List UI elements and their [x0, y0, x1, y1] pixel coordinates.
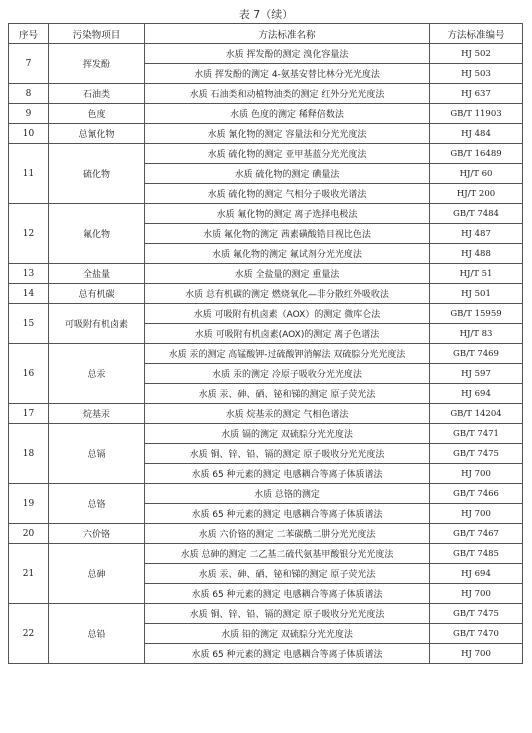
method-code-cell: HJ 503: [430, 64, 523, 84]
method-name-cell: 水质 氟化物的测定 离子选择电极法: [145, 204, 430, 224]
method-name-cell: 水质 铅的测定 双硫腙分光光度法: [145, 624, 430, 644]
method-code-cell: GB/T 15959: [430, 304, 523, 324]
method-code-cell: HJ/T 200: [430, 184, 523, 204]
table-row: [9, 524, 523, 544]
method-code-cell: GB/T 7466: [430, 484, 523, 504]
method-name-cell: 水质 硫化物的测定 气相分子吸收光谱法: [145, 184, 430, 204]
method-name-cell: 水质 65 种元素的测定 电感耦合等离子体质谱法: [145, 464, 430, 484]
table-row: [9, 264, 523, 284]
pollutant-cell: 六价铬: [49, 524, 145, 544]
pollutant-cell: 总有机碳: [49, 284, 145, 304]
pollutant-cell: 烷基汞: [49, 404, 145, 424]
header-index: 序号: [9, 24, 49, 44]
method-code-cell: HJ 700: [430, 584, 523, 604]
method-code-cell: GB/T 11903: [430, 104, 523, 124]
table-row: [9, 84, 523, 104]
method-code-cell: HJ 488: [430, 244, 523, 264]
table-row: [9, 424, 523, 444]
method-name-cell: 水质 铜、锌、铅、镉的测定 原子吸收分光光度法: [145, 444, 430, 464]
method-code-cell: HJ 502: [430, 44, 523, 64]
method-code-cell: HJ 694: [430, 564, 523, 584]
row-index-cell: 14: [9, 284, 49, 304]
table-row: [9, 404, 523, 424]
pollutant-cell: 可吸附有机卤素: [49, 304, 145, 344]
table-row: [9, 204, 523, 224]
row-index-cell: 9: [9, 104, 49, 124]
table-body: [9, 44, 523, 664]
method-name-cell: 水质 氟化物的测定 氟试剂分光光度法: [145, 244, 430, 264]
row-index-cell: 11: [9, 144, 49, 204]
row-index-cell: 15: [9, 304, 49, 344]
table-caption: 表 7（续）: [238, 8, 294, 21]
method-code-cell: GB/T 7469: [430, 344, 523, 364]
method-name-cell: 水质 铜、锌、铅、镉的测定 原子吸收分光光度法: [145, 604, 430, 624]
pollutant-cell: 挥发酚: [49, 44, 145, 84]
row-index-cell: 21: [9, 544, 49, 604]
method-code-cell: HJ 501: [430, 284, 523, 304]
method-code-cell: HJ/T 60: [430, 164, 523, 184]
standards-table: [8, 23, 523, 664]
method-name-cell: 水质 全盐量的测定 重量法: [145, 264, 430, 284]
method-name-cell: 水质 总铬的测定: [145, 484, 430, 504]
method-name-cell: 水质 烷基汞的测定 气相色谱法: [145, 404, 430, 424]
method-code-cell: HJ 700: [430, 464, 523, 484]
method-name-cell: 水质 硫化物的测定 碘量法: [145, 164, 430, 184]
method-code-cell: GB/T 7471: [430, 424, 523, 444]
table-header-row: [9, 24, 523, 44]
row-index-cell: 20: [9, 524, 49, 544]
method-name-cell: 水质 汞的测定 高锰酸钾-过硫酸钾消解法 双硫腙分光光度法: [145, 344, 430, 364]
table-row: [9, 124, 523, 144]
method-name-cell: 水质 65 种元素的测定 电感耦合等离子体质谱法: [145, 644, 430, 664]
pollutant-cell: 总镉: [49, 424, 145, 484]
method-name-cell: 水质 色度的测定 稀释倍数法: [145, 104, 430, 124]
method-name-cell: 水质 总砷的测定 二乙基二硫代氨基甲酸银分光光度法: [145, 544, 430, 564]
pollutant-cell: 总汞: [49, 344, 145, 404]
table-row: [9, 344, 523, 364]
method-code-cell: HJ 597: [430, 364, 523, 384]
table-row: [9, 484, 523, 504]
method-code-cell: GB/T 7475: [430, 444, 523, 464]
method-code-cell: GB/T 7475: [430, 604, 523, 624]
method-name-cell: 水质 氰化物的测定 容量法和分光光度法: [145, 124, 430, 144]
method-name-cell: 水质 氟化物的测定 茜素磺酸锆目视比色法: [145, 224, 430, 244]
row-index-cell: 16: [9, 344, 49, 404]
method-code-cell: HJ 484: [430, 124, 523, 144]
row-index-cell: 22: [9, 604, 49, 664]
row-index-cell: 8: [9, 84, 49, 104]
pollutant-cell: 全盐量: [49, 264, 145, 284]
table-row: [9, 104, 523, 124]
method-name-cell: 水质 汞的测定 冷原子吸收分光光度法: [145, 364, 430, 384]
method-name-cell: 水质 硫化物的测定 亚甲基蓝分光光度法: [145, 144, 430, 164]
row-index-cell: 19: [9, 484, 49, 524]
pollutant-cell: 总砷: [49, 544, 145, 604]
table-row: [9, 44, 523, 64]
pollutant-cell: 石油类: [49, 84, 145, 104]
row-index-cell: 13: [9, 264, 49, 284]
row-index-cell: 12: [9, 204, 49, 264]
method-name-cell: 水质 六价铬的测定 二苯碳酰二肼分光光度法: [145, 524, 430, 544]
table-row: [9, 144, 523, 164]
method-name-cell: 水质 石油类和动植物油类的测定 红外分光光度法: [145, 84, 430, 104]
row-index-cell: 10: [9, 124, 49, 144]
pollutant-cell: 色度: [49, 104, 145, 124]
method-name-cell: 水质 镉的测定 双硫腙分光光度法: [145, 424, 430, 444]
method-name-cell: 水质 65 种元素的测定 电感耦合等离子体质谱法: [145, 584, 430, 604]
pollutant-cell: 总铅: [49, 604, 145, 664]
method-code-cell: HJ 637: [430, 84, 523, 104]
header-method-name: 方法标准名称: [145, 24, 430, 44]
pollutant-cell: 硫化物: [49, 144, 145, 204]
row-index-cell: 17: [9, 404, 49, 424]
table-row: [9, 284, 523, 304]
method-name-cell: 水质 65 种元素的测定 电感耦合等离子体质谱法: [145, 504, 430, 524]
method-code-cell: HJ/T 83: [430, 324, 523, 344]
table-row: [9, 604, 523, 624]
method-name-cell: 水质 汞、砷、硒、铋和锑的测定 原子荧光法: [145, 564, 430, 584]
method-name-cell: 水质 总有机碳的测定 燃烧氧化—非分散红外吸收法: [145, 284, 430, 304]
method-code-cell: GB/T 16489: [430, 144, 523, 164]
method-code-cell: GB/T 14204: [430, 404, 523, 424]
row-index-cell: 18: [9, 424, 49, 484]
header-pollutant: 污染物项目: [49, 24, 145, 44]
row-index-cell: 7: [9, 44, 49, 84]
method-name-cell: 水质 可吸附有机卤素(AOX)的测定 离子色谱法: [145, 324, 430, 344]
method-code-cell: GB/T 7470: [430, 624, 523, 644]
table-row: [9, 304, 523, 324]
pollutant-cell: 总铬: [49, 484, 145, 524]
pollutant-cell: 总氰化物: [49, 124, 145, 144]
header-method-code: 方法标准编号: [430, 24, 523, 44]
method-code-cell: HJ/T 51: [430, 264, 523, 284]
method-code-cell: HJ 700: [430, 504, 523, 524]
method-code-cell: HJ 694: [430, 384, 523, 404]
method-code-cell: GB/T 7467: [430, 524, 523, 544]
method-name-cell: 水质 汞、砷、硒、铋和锑的测定 原子荧光法: [145, 384, 430, 404]
method-code-cell: GB/T 7485: [430, 544, 523, 564]
method-name-cell: 水质 挥发酚的测定 溴化容量法: [145, 44, 430, 64]
method-name-cell: 水质 可吸附有机卤素（AOX）的测定 微库仑法: [145, 304, 430, 324]
pollutant-cell: 氟化物: [49, 204, 145, 264]
table-row: [9, 544, 523, 564]
method-name-cell: 水质 挥发酚的测定 4-氨基安替比林分光光度法: [145, 64, 430, 84]
method-code-cell: GB/T 7484: [430, 204, 523, 224]
method-code-cell: HJ 700: [430, 644, 523, 664]
method-code-cell: HJ 487: [430, 224, 523, 244]
